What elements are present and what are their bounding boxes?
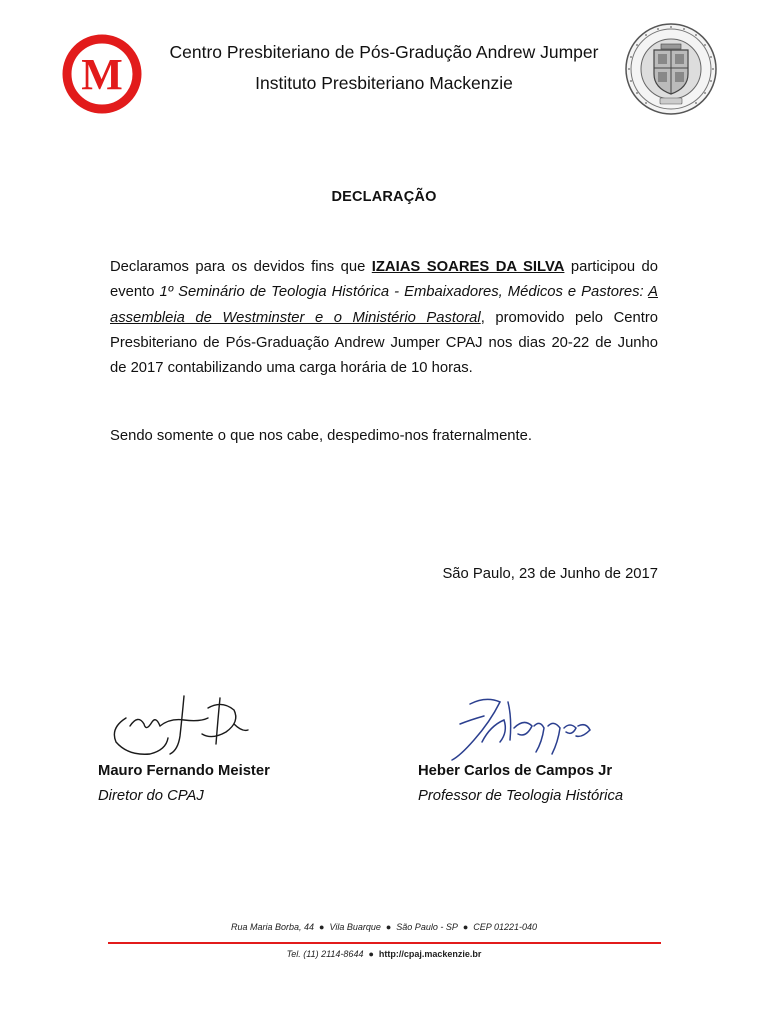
event-title: 1º Seminário de Teologia Histórica - Embaixadores, Médicos e Pastores:: [159, 284, 649, 301]
footer-street: Rua Maria Borba, 44: [231, 922, 315, 932]
event-subtitle: A assembleia de Westminster e o Ministério Pastoral: [110, 284, 658, 326]
signatory-name: Heber Carlos de Campos Jr: [418, 763, 613, 779]
signature-heber: [430, 682, 610, 768]
participant-name: IZAIAS SOARES DA SILVA: [371, 259, 565, 275]
declaration-paragraph: [110, 255, 658, 381]
document-title: DECLARAÇÃO: [331, 189, 437, 205]
logo-letter: M: [81, 50, 123, 99]
footer-url-link[interactable]: http://cpaj.mackenzie.br: [378, 949, 482, 959]
signatory-role: Diretor do CPAJ: [98, 788, 204, 804]
place-and-date: São Paulo, 23 de Junho de 2017: [442, 566, 658, 582]
cpaj-seal-icon: [624, 22, 718, 116]
signatory-name: Mauro Fernando Meister: [98, 763, 270, 779]
bullet-icon: ●: [462, 922, 469, 932]
footer-postcode: CEP 01221-040: [473, 922, 537, 932]
footer-city: São Paulo - SP: [396, 922, 458, 932]
footer-tel: Tel. (11) 2114-8644: [286, 949, 364, 959]
footer-contact: [0, 949, 768, 959]
footer-divider: [108, 942, 661, 944]
footer-address: [0, 922, 768, 932]
signature-mauro: [108, 688, 258, 762]
closing-sentence: Sendo somente o que nos cabe, despedimo-nos fraternalmente.: [110, 428, 532, 444]
paragraph-intro: Declaramos para os devidos fins que: [110, 259, 372, 275]
bullet-icon: ●: [385, 922, 392, 932]
paragraph-rest: , promovido pelo Centro Presbiteriano de Pós-Graduação Andrew Jumper CPAJ nos dias 20-22 de Junho de 2017 contabilizando uma carga horária de 10 horas.: [110, 309, 658, 377]
header-institution-line1: Centro Presbiteriano de Pós-Gradução Andrew Jumper: [169, 42, 599, 62]
bullet-icon: ●: [319, 922, 325, 932]
signatory-role: Professor de Teologia Histórica: [418, 788, 624, 804]
paragraph-after-name: participou do evento: [110, 259, 658, 301]
header-institution-line2: Instituto Presbiteriano Mackenzie: [255, 73, 513, 93]
footer-district: Vila Buarque: [329, 922, 381, 932]
bullet-icon: ●: [368, 949, 374, 959]
